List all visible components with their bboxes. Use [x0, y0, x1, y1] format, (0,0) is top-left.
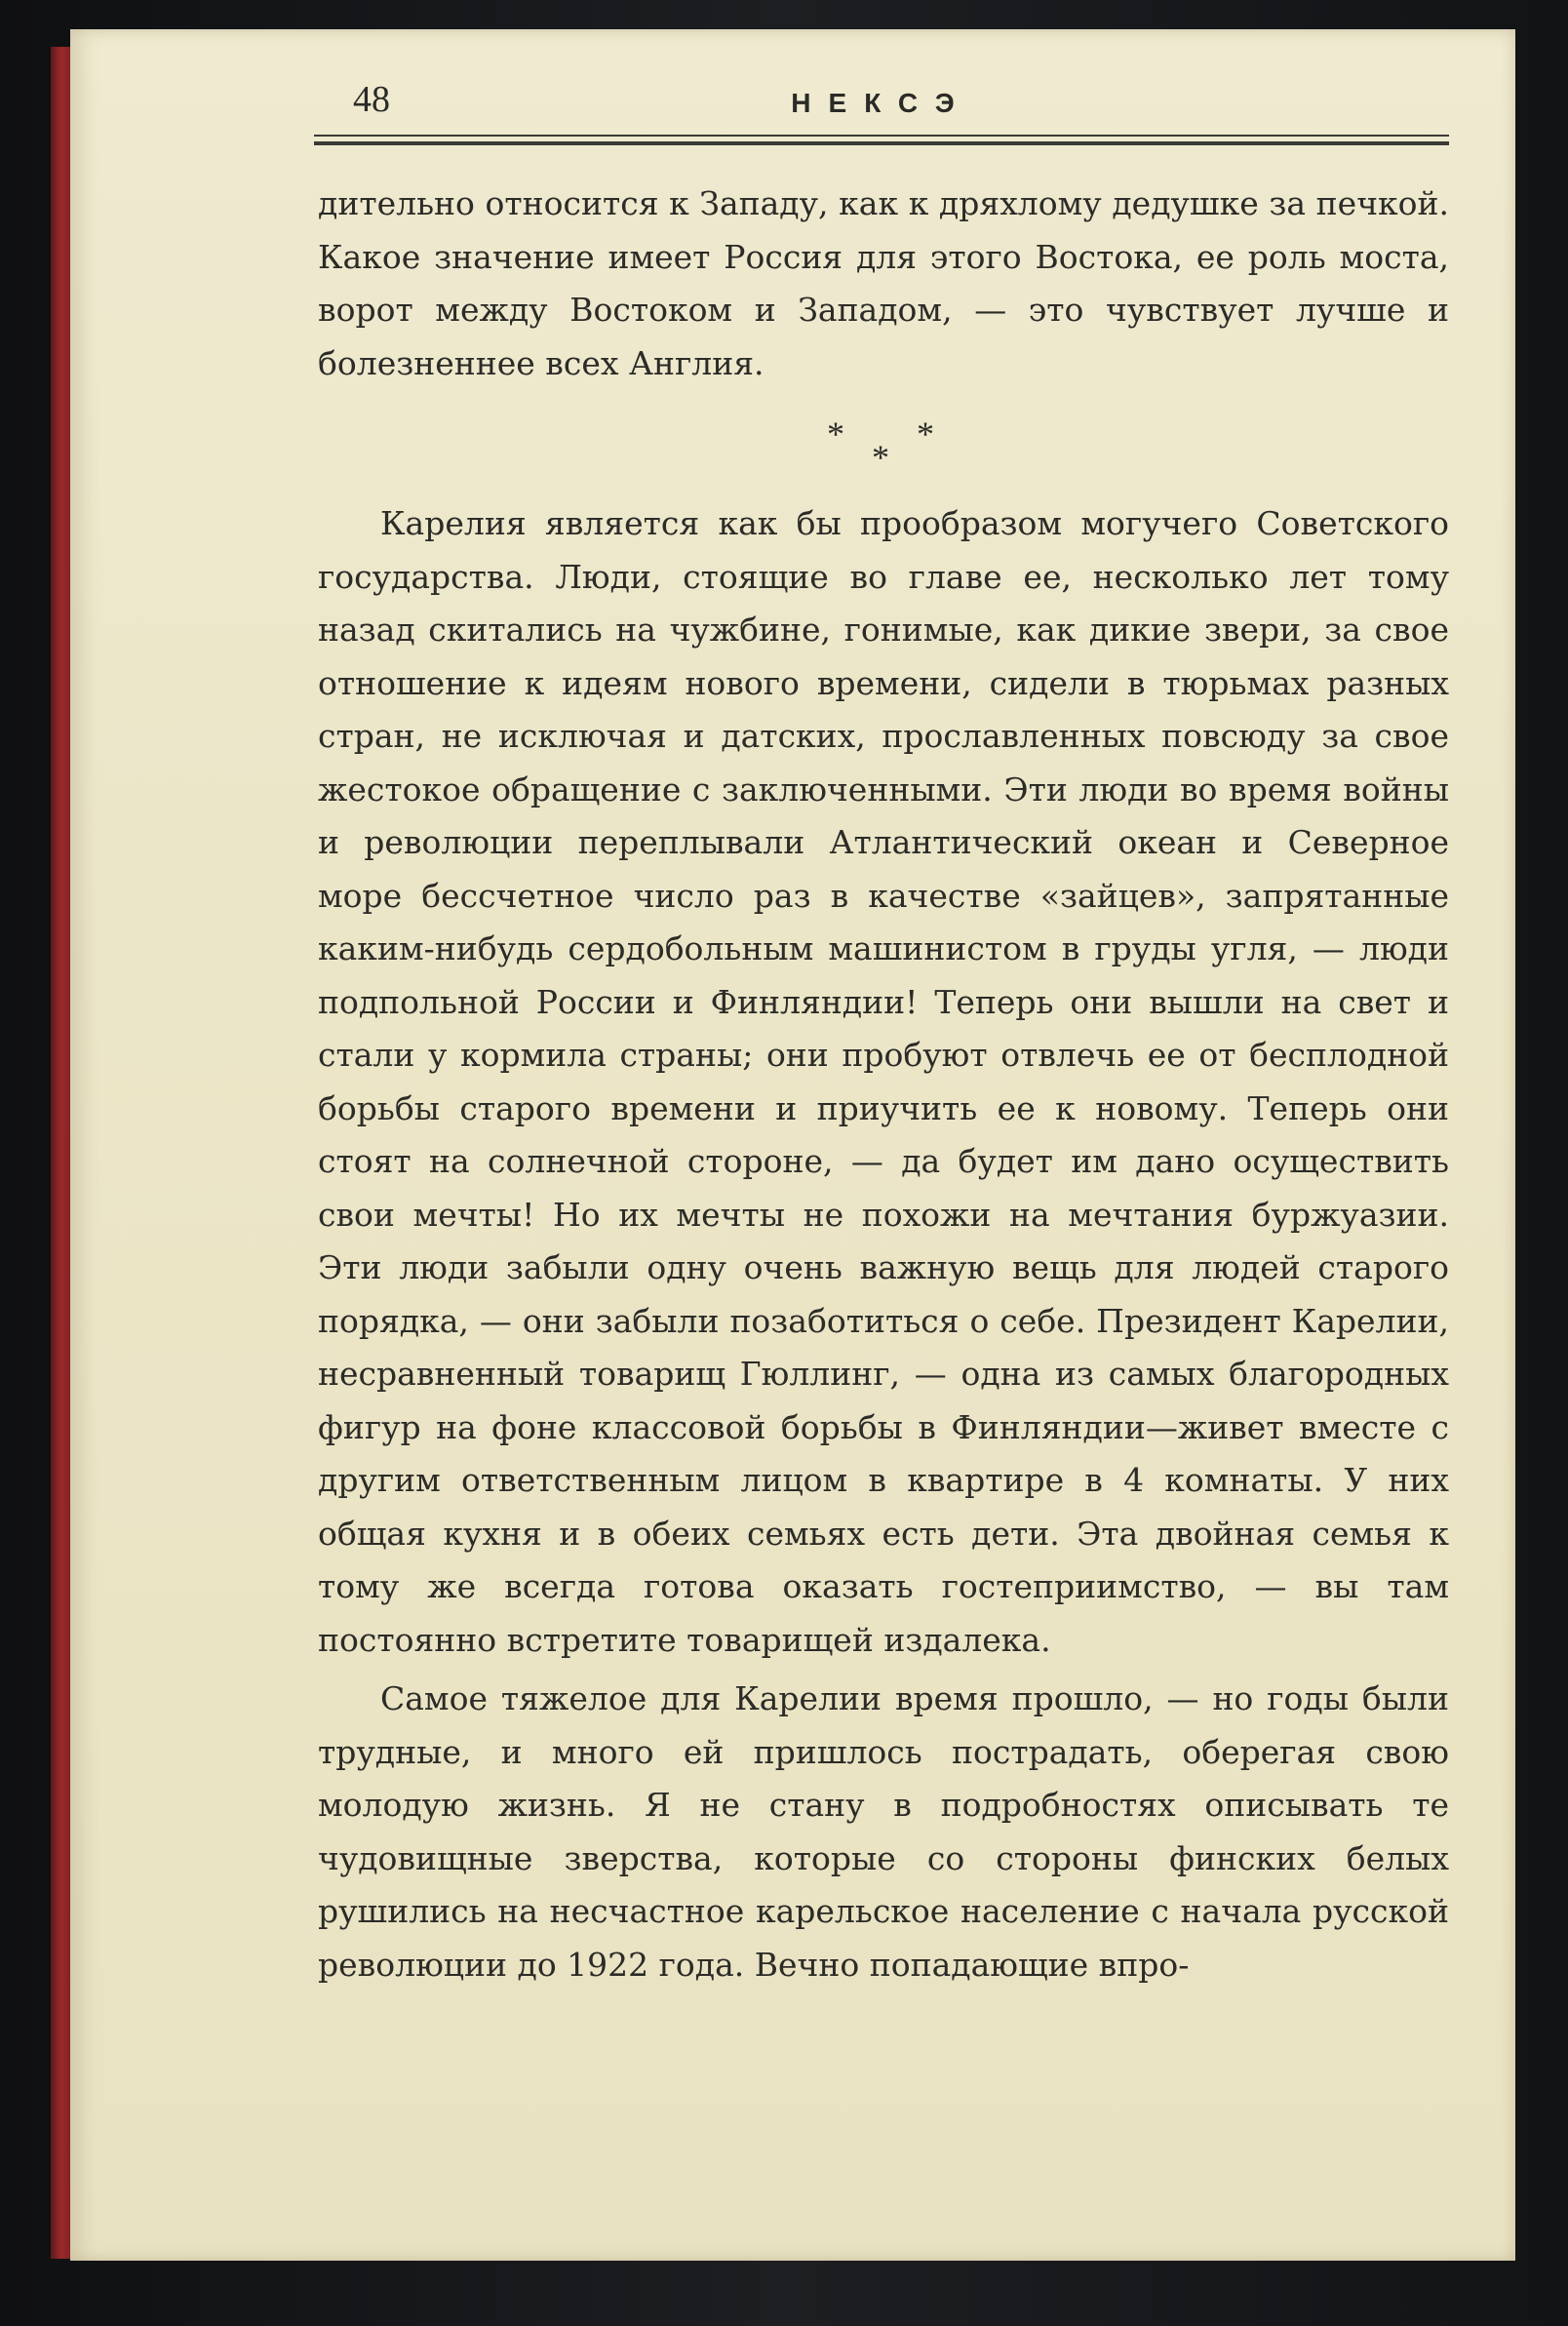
page-number: 48 [353, 79, 390, 120]
paragraph-continuation: дительно относится к Западу, как к дряхлому дедушке за печкой. Какое значение имеет Россия для этого Востока, ее роль моста, ворот между Востоком и Западом, — это чувствует лучше и болезненнее всех Англия. [318, 184, 1449, 382]
running-title: НЕКСЭ [791, 88, 972, 118]
header-rule-thick [314, 141, 1449, 145]
asterisk: * [917, 414, 934, 453]
header-rule-thin [314, 135, 1449, 137]
asterisk: * [827, 414, 844, 453]
page-header [314, 78, 1449, 137]
paragraph: Самое тяжелое для Карелии время прошло, — но годы были трудные, и много ей пришлось пострадать, оберегая свою молодую жизнь. Я не стану в подробностях описывать те чудовищные зверства, которые со стороны финских белых рушились на несчастное карельское население с начала русской революции до 1922 года. Вечно попадающие впро- [318, 1679, 1449, 1984]
asterisk: * [872, 438, 889, 477]
section-break-asterism [318, 390, 1449, 497]
paragraph: Карелия является как бы прообразом могучего Советского государства. Люди, стоящие во главе ее, несколько лет тому назад скитались на чужбине, гонимые, как дикие звери, за свое отношение к идеям нового времени, сидели в тюрьмах разных стран, не исключая и датских, прославленных повсюду за свое жестокое обращение с заключенными. Эти люди во время войны и революции переплывали Атлантический океан и Северное море бессчетное число раз в качестве «зайцев», запрятанные каким-нибудь сердобольным машинистом в груды угля, — люди подпольной России и Финляндии! Теперь они вышли на свет и стали у кормила страны; они пробуют отвлечь ее от бесплодной борьбы старого времени и приучить ее к новому. Теперь они стоят на солнечной стороне, — да будет им дано осуществить свои мечты! Но их мечты не похожи на мечтания буржуазии. Эти люди забыли одну очень важную вещь для людей старого порядка, — они забыли позаботиться о себе. Президент Карелии, несравненный товарищ Гюллинг, — одна из самых благородных фигур на фоне классовой борьбы в Финляндии—живет вместе с другим ответственным лицом в квартире в 4 комнаты. У них общая кухня и в обеих семьях есть дети. Эта двойная семья к тому же всегда готова оказать гостеприимство, — вы там постоянно встретите товарищей издалека. [318, 504, 1449, 1659]
page-body [318, 177, 1449, 1991]
